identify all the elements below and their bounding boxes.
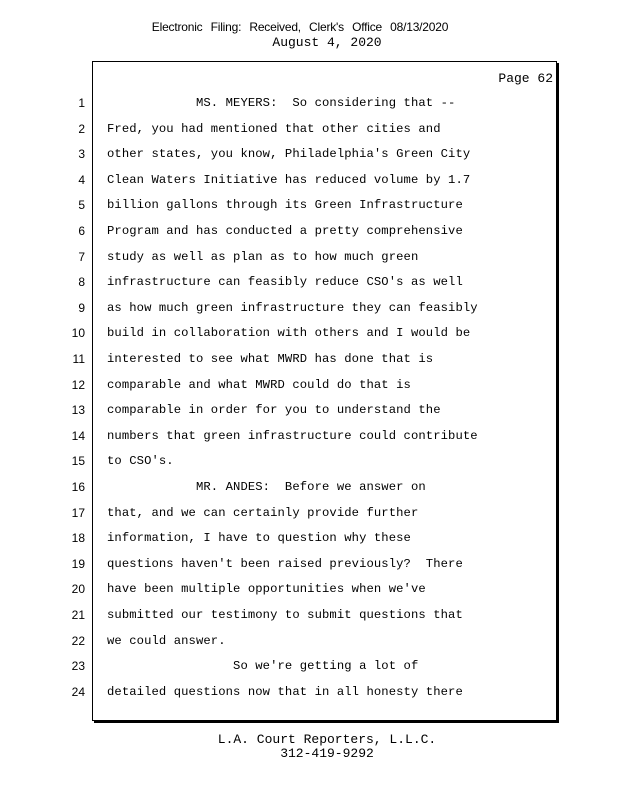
line-number: 9 [78, 300, 85, 315]
line-text: submitted our testimony to submit questions that [107, 608, 463, 622]
transcript-line [0, 528, 560, 548]
line-text: build in collaboration with others and I would be [107, 326, 471, 341]
line-text: as how much green infrastructure they can feasibly [107, 300, 478, 315]
line-number: 1 [78, 96, 85, 110]
line-text: numbers that green infrastructure could contribute [107, 428, 478, 443]
line-number: 10 [71, 326, 85, 341]
line-number: 5 [78, 198, 85, 213]
transcript-line [0, 631, 560, 651]
reporter-phone: 312-419-9292 [280, 746, 374, 761]
line-text: other states, you know, Philadelphia's Green City [107, 147, 471, 162]
transcript-line [0, 656, 560, 676]
line-number: 11 [72, 352, 85, 366]
transcript-line [0, 195, 560, 215]
transcript-line [0, 426, 560, 446]
line-text: Clean Waters Initiative has reduced volume by 1.7 [107, 172, 471, 187]
line-number: 19 [71, 556, 85, 571]
line-text: that, and we can certainly provide further [107, 505, 419, 520]
transcript-line [0, 477, 560, 497]
transcript-date: August 4, 2020 [272, 35, 382, 50]
line-text: questions haven't been raised previously? There [107, 556, 463, 571]
line-text: we could answer. [107, 633, 226, 648]
transcript-line [0, 579, 560, 599]
transcript-line [0, 298, 560, 318]
line-number: 24 [71, 684, 85, 699]
transcript-line [0, 605, 560, 625]
line-text: billion gallons through its Green Infrastructure [107, 198, 463, 213]
line-text: information, I have to question why these [107, 531, 411, 546]
line-text: detailed questions now that in all honesty there [107, 684, 463, 699]
line-number: 6 [78, 224, 85, 238]
line-text: to CSO's. [107, 454, 174, 469]
line-number: 8 [78, 275, 85, 290]
line-number: 12 [71, 377, 85, 392]
line-text: Program and has conducted a pretty comprehensive [107, 224, 463, 238]
line-number: 14 [71, 428, 85, 443]
line-text: MR. ANDES: Before we answer on [107, 480, 426, 494]
line-number: 3 [78, 147, 85, 162]
line-number: 15 [71, 454, 85, 469]
line-number: 7 [78, 249, 85, 264]
transcript-line [0, 144, 560, 164]
transcript-line [0, 400, 560, 420]
line-number: 22 [71, 633, 85, 648]
transcript-line [0, 451, 560, 471]
transcript-line [0, 554, 560, 574]
line-text: So we're getting a lot of [107, 659, 419, 674]
line-text: Fred, you had mentioned that other cities and [107, 121, 441, 136]
transcript-line [0, 682, 560, 702]
line-number: 18 [71, 531, 85, 546]
transcript-line [0, 170, 560, 190]
line-number: 17 [71, 505, 85, 520]
transcript-line [0, 93, 560, 113]
reporter-company: L.A. Court Reporters, L.L.C. [217, 732, 437, 747]
line-number: 23 [71, 659, 85, 674]
transcript-line [0, 247, 560, 267]
transcript-line [0, 272, 560, 292]
transcript-line [0, 323, 560, 343]
line-text: MS. MEYERS: So considering that -- [107, 96, 456, 110]
line-text: have been multiple opportunities when we've [107, 582, 426, 597]
transcript-line [0, 503, 560, 523]
transcript-line [0, 349, 560, 369]
transcript-line [0, 375, 560, 395]
page-number: Page 62 [498, 71, 553, 86]
line-text: comparable and what MWRD could do that is [107, 377, 411, 392]
line-number: 21 [71, 608, 85, 622]
line-text: study as well as plan as to how much green [107, 249, 419, 264]
line-text: infrastructure can feasibly reduce CSO's as well [107, 275, 463, 290]
transcript-line [0, 221, 560, 241]
line-number: 16 [71, 480, 85, 494]
transcript-line [0, 119, 560, 139]
filing-stamp: Electronic Filing: Received, Clerk's Office 08/13/2020 [151, 20, 449, 34]
line-number: 4 [78, 172, 85, 187]
line-text: comparable in order for you to understand the [107, 403, 441, 418]
line-number: 13 [71, 403, 85, 418]
line-text: interested to see what MWRD has done that is [107, 352, 434, 366]
line-number: 20 [71, 582, 85, 597]
line-number: 2 [78, 121, 85, 136]
